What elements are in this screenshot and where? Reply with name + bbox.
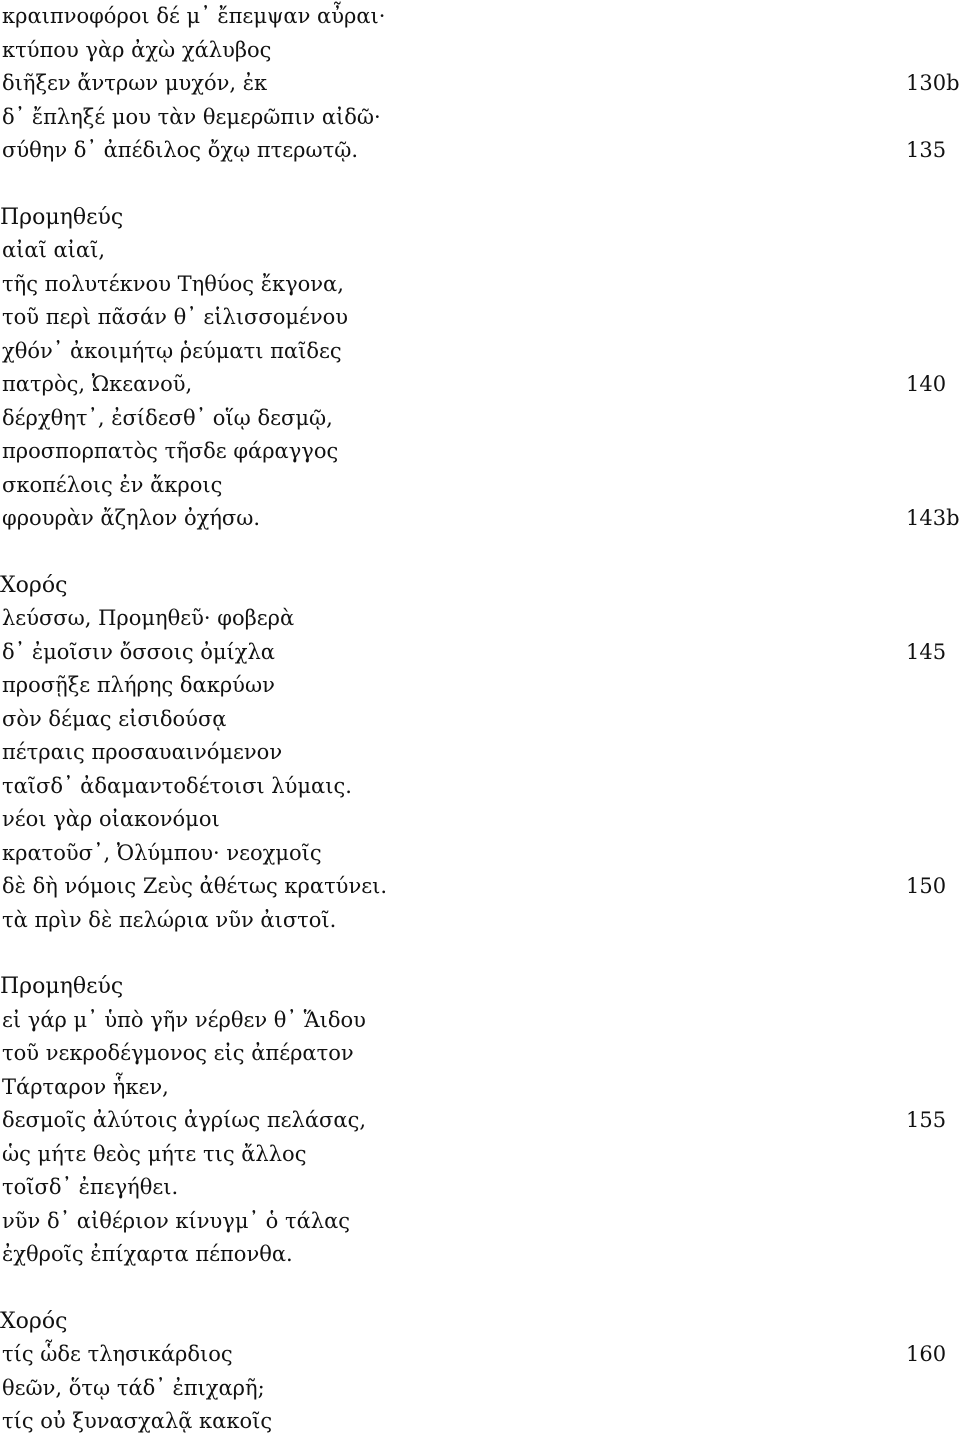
verse-line	[0, 803, 960, 837]
verse-text: λεύσσω, Προμηθεῦ· φοβερὰ	[2, 606, 295, 630]
verse-line	[0, 1238, 960, 1272]
verse-text: πατρὸς, Ὠκεανοῦ,	[2, 372, 193, 396]
verse-text: ταῖσδ᾽ ἀδαμαντοδέτοισι λύμαις.	[2, 773, 352, 798]
verse-text: πέτραις προσαυαινόμενον	[2, 740, 283, 764]
verse-text: τοῦ περὶ πᾶσάν θ᾽ εἱλισσομένου	[2, 305, 349, 329]
verse-line	[0, 1405, 960, 1439]
verse-line	[0, 469, 960, 503]
line-number: 140	[906, 372, 947, 396]
line-number: 155	[906, 1108, 947, 1132]
verse-line	[0, 435, 960, 469]
verse-block	[0, 569, 960, 938]
verse-text: κρατοῦσ᾽, Ὀλύμπου· νεοχμοῖς	[2, 840, 322, 865]
verse-line	[0, 1004, 960, 1038]
verse-block	[0, 0, 960, 168]
verse-line	[0, 837, 960, 871]
line-number: 160	[906, 1342, 947, 1366]
verse-text: νῦν δ᾽ αἰθέριον κίνυγμ᾽ ὁ τάλας	[2, 1208, 351, 1233]
verse-line	[0, 502, 960, 536]
speaker-name: Προμηθεύς	[0, 204, 124, 230]
verse-text: δ᾽ ἔπληξέ μου τὰν θεμερῶπιν αἰδῶ·	[2, 104, 381, 129]
verse-line	[0, 1338, 960, 1372]
line-number: 135	[906, 138, 947, 162]
verse-text: τὰ πρὶν δὲ πελώρια νῦν ἀιστοῖ.	[2, 907, 337, 932]
verse-line	[0, 1171, 960, 1205]
verse-line	[0, 1071, 960, 1105]
line-number: 143b	[906, 506, 960, 530]
block-spacer	[0, 937, 960, 970]
verse-text: τοῦ νεκροδέγμονος εἰς ἀπέρατον	[2, 1041, 354, 1065]
block-spacer	[0, 168, 960, 201]
verse-line	[0, 703, 960, 737]
speaker-name: Χορός	[0, 572, 68, 598]
verse-line	[0, 301, 960, 335]
line-number: 145	[906, 639, 947, 664]
verse-text: εἰ γάρ μ᾽ ὑπὸ γῆν νέρθεν θ᾽ Ἅιδου	[2, 1007, 366, 1032]
verse-text: χθόν᾽ ἀκοιμήτῳ ῥεύματι παῖδες	[2, 338, 342, 363]
verse-line	[0, 669, 960, 703]
verse-text: τίς ὧδε τλησικάρδιος	[2, 1342, 233, 1366]
verse-text: δὲ δὴ νόμοις Ζεὺς ἀθέτως κρατύνει.	[2, 874, 388, 898]
verse-text: ἐχθροῖς ἐπίχαρτα πέπονθα.	[2, 1242, 293, 1266]
verse-text: δ᾽ ἐμοῖσιν ὄσσοις ὀμίχλα	[2, 639, 275, 664]
speaker-name: Προμηθεύς	[0, 974, 124, 999]
verse-text: φρουρὰν ἄζηλον ὀχήσω.	[2, 506, 261, 530]
verse-line	[0, 770, 960, 804]
verse-block	[0, 1305, 960, 1439]
verse-text: τῆς πολυτέκνου Τηθύος ἔκγονα,	[2, 271, 344, 296]
verse-text: Τάρταρον ἧκεν,	[2, 1074, 169, 1099]
verse-text: κτύπου γὰρ ἀχὼ χάλυβος	[2, 37, 272, 62]
verse-text: προσπορπατὸς τῆσδε φάραγγος	[2, 439, 339, 463]
verse-line	[0, 101, 960, 135]
verse-line	[0, 904, 960, 938]
verse-text: διῆξεν ἄντρων μυχόν, ἐκ	[2, 71, 268, 95]
verse-text: ὡς μήτε θεὸς μήτε τις ἄλλος	[2, 1141, 307, 1166]
verse-line	[0, 1372, 960, 1406]
verse-text: κραιπνοφόροι δέ μ᾽ ἔπεμψαν αὖραι·	[2, 4, 386, 28]
verse-text: θεῶν, ὅτῳ τάδ᾽ ἐπιχαρῆ;	[2, 1375, 265, 1400]
verse-block	[0, 201, 960, 536]
verse-line	[0, 402, 960, 436]
block-spacer	[0, 536, 960, 569]
verse-line	[0, 602, 960, 636]
verse-text: τίς οὐ ξυνασχαλᾷ κακοῖς	[2, 1409, 273, 1433]
verse-line	[0, 636, 960, 670]
verse-text: δέρχθητ᾽, ἐσίδεσθ᾽ οἵῳ δεσμῷ,	[2, 405, 333, 430]
verse-line	[0, 67, 960, 101]
block-spacer	[0, 1272, 960, 1305]
verse-line	[0, 368, 960, 402]
verse-text: σκοπέλοις ἐν ἄκροις	[2, 472, 223, 497]
verse-text: σύθην δ᾽ ἀπέδιλος ὄχῳ πτερωτῷ.	[2, 138, 359, 162]
verse-line	[0, 1037, 960, 1071]
verse-line	[0, 34, 960, 68]
verse-line	[0, 134, 960, 168]
verse-line	[0, 870, 960, 904]
verse-text: τοῖσδ᾽ ἐπεγήθει.	[2, 1175, 179, 1199]
verse-line	[0, 1138, 960, 1172]
line-number: 130b	[906, 71, 960, 95]
verse-line	[0, 268, 960, 302]
verse-text: προσῇξε πλήρης δακρύων	[2, 673, 275, 697]
verse-line	[0, 335, 960, 369]
verse-text: σὸν δέμας εἰσιδούσᾳ	[2, 706, 227, 731]
verse-line	[0, 234, 960, 268]
verse-text: νέοι γὰρ οἰακονόμοι	[2, 807, 220, 831]
speaker-name: Χορός	[0, 1308, 68, 1334]
verse-text: δεσμοῖς ἀλύτοις ἀγρίως πελάσας,	[2, 1108, 367, 1132]
verse-line	[0, 0, 960, 34]
line-number: 150	[906, 874, 947, 898]
verse-text: αἰαῖ αἰαῖ,	[2, 238, 106, 262]
verse-line	[0, 1104, 960, 1138]
verse-line	[0, 1205, 960, 1239]
verse-line	[0, 736, 960, 770]
verse-block	[0, 970, 960, 1272]
